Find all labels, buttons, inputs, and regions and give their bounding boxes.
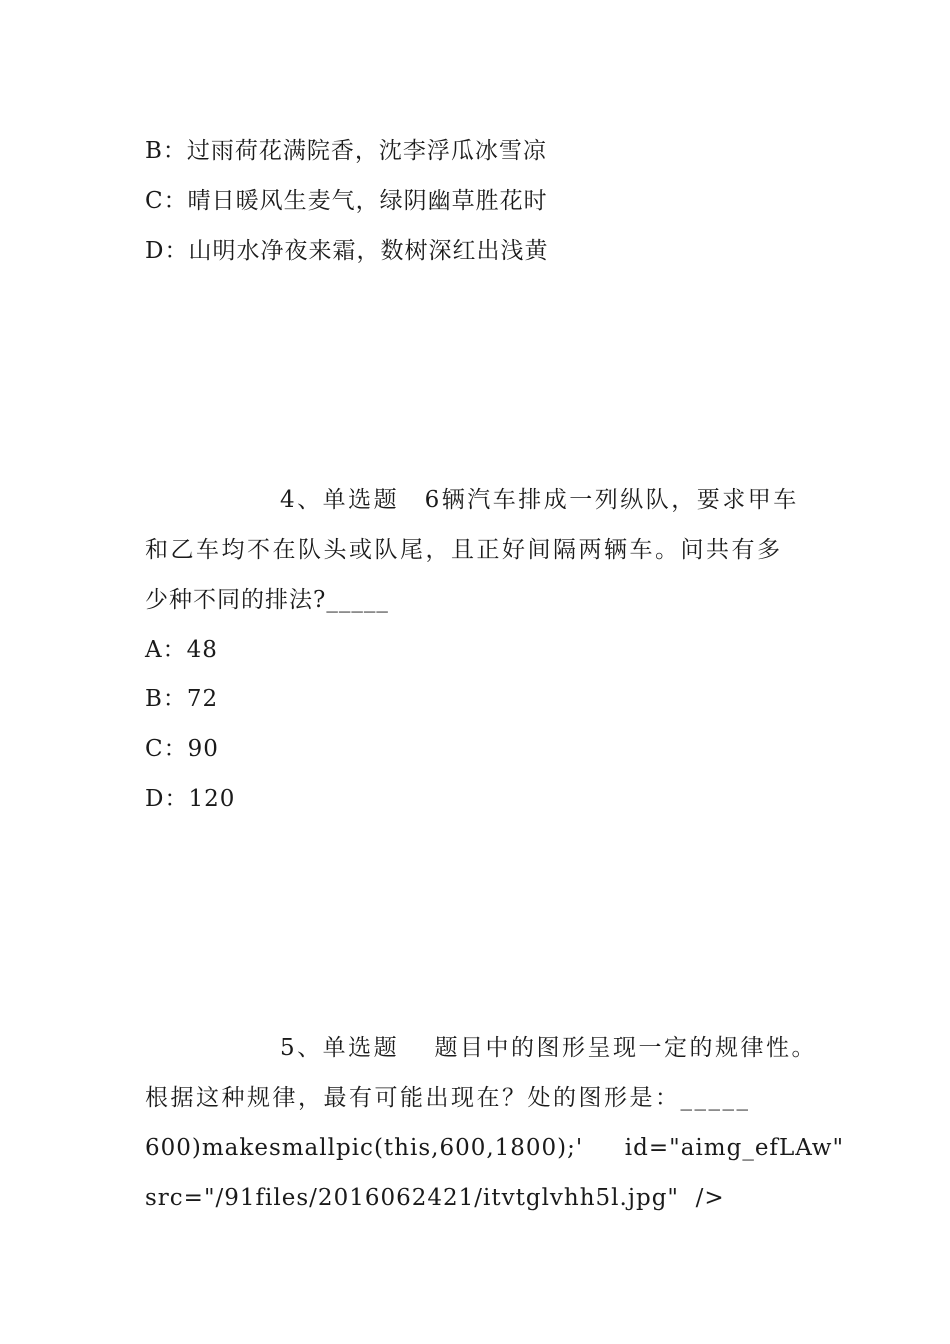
question5-line1: 5、单选题 题目中的图形呈现一定的规律性。 bbox=[280, 1035, 817, 1061]
question5-line4: src="/91files/2016062421/itvtglvhh5l.jpg" /> bbox=[145, 1185, 725, 1211]
question4-line2: 和乙车均不在队头或队尾，且正好间隔两辆车。问共有多 bbox=[145, 537, 783, 563]
question4-line3: 少种不同的排法?_____ bbox=[145, 587, 389, 613]
question4-option-b: B：72 bbox=[145, 686, 219, 712]
question5-line3: 600)makesmallpic(this,600,1800);' id="aimg_efLAw" bbox=[145, 1135, 845, 1161]
question4-option-a: A：48 bbox=[145, 637, 218, 663]
question4-option-c: C：90 bbox=[145, 736, 219, 762]
option-d-prev: D：山明水净夜来霜，数树深红出浅黄 bbox=[145, 238, 549, 264]
option-c-prev: C：晴日暖风生麦气，绿阴幽草胜花时 bbox=[145, 188, 548, 214]
question5-line2: 根据这种规律，最有可能出现在？处的图形是：_____ bbox=[145, 1085, 751, 1111]
question4-option-d: D：120 bbox=[145, 786, 236, 812]
option-b-prev: B：过雨荷花满院香，沈李浮瓜冰雪凉 bbox=[145, 138, 547, 164]
question4-line1: 4、单选题 6辆汽车排成一列纵队，要求甲车 bbox=[280, 487, 799, 513]
